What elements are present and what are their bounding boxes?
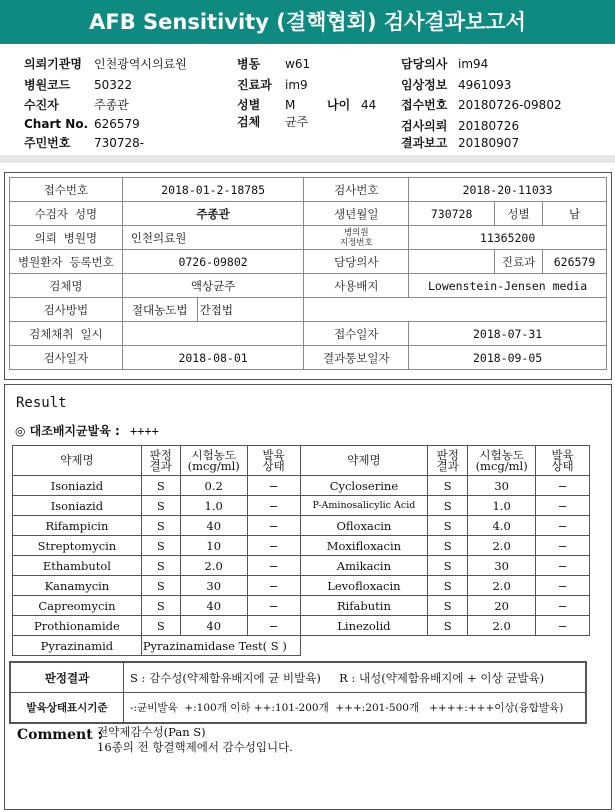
info-row [10, 298, 607, 322]
result-row [13, 516, 590, 536]
judge-legend-label: 판정결과 [11, 663, 124, 693]
report-title: AFB Sensitivity (결핵협회) 검사결과보고서 [0, 0, 615, 44]
pza-result-cell: Pyrazinamidase Test( S ) [141, 636, 300, 656]
right-drug-cell: Amikacin [300, 556, 428, 576]
right-drug-cell: Cycloserine [300, 476, 428, 496]
right-growth-cell: − [536, 576, 590, 596]
header-row-doctor: 담당의사 im94 [401, 57, 489, 71]
legend-row [11, 693, 586, 723]
test-no-label: 검사번호 [304, 178, 409, 202]
left-growth-cell: − [247, 556, 300, 576]
right-judge-cell: S [428, 516, 468, 536]
right-drug-cell: Rifabutin [300, 596, 428, 616]
method-empty [304, 298, 607, 322]
right-growth-cell: − [536, 596, 590, 616]
comment-text [97, 725, 293, 755]
right-judge-cell: S [428, 616, 468, 636]
right-judge-cell: S [428, 596, 468, 616]
left-conc-cell: 40 [180, 516, 247, 536]
left-conc-cell: 10 [180, 536, 247, 556]
notify-value: 2018-09-05 [409, 346, 607, 370]
info-panel [4, 172, 612, 380]
info-table [9, 177, 607, 370]
header-row-referrer: 의뢰기관명 인천광역시의료원 [24, 57, 187, 71]
legend-row [11, 663, 586, 693]
hospital-code-label: 병의원 지정번호 [304, 226, 409, 250]
left-drug-cell: Rifampicin [13, 516, 142, 536]
right-drug-cell: Moxifloxacin [300, 536, 428, 556]
right-drug-cell: P-Aminosalicylic Acid [300, 496, 428, 516]
header-row-hospital-code: 병원코드 50322 [24, 78, 133, 92]
right-judge-cell: S [428, 496, 468, 516]
header-row-clinical-info: 임상정보 4961093 [401, 78, 512, 92]
specimen-value: 액상균주 [122, 274, 304, 298]
collect-value [122, 322, 304, 346]
pza-drug-cell: Pyrazinamid [13, 636, 142, 656]
left-growth-cell: − [247, 596, 300, 616]
right-judge-cell: S [428, 556, 468, 576]
info-row [10, 274, 607, 298]
comment-label: Comment : [17, 727, 103, 743]
control-growth: ◎ 대조배지균발육 : ++++ [15, 424, 159, 438]
left-growth-cell: − [247, 616, 300, 636]
sex-value: 남 [543, 202, 607, 226]
right-judge-cell: S [428, 576, 468, 596]
left-growth-cell: − [247, 516, 300, 536]
right-growth-cell: − [536, 516, 590, 536]
doctor-value [409, 250, 495, 274]
method-value-1: 절대농도법 [122, 298, 197, 322]
method-value-2: 간접법 [197, 298, 304, 322]
result-row [13, 556, 590, 576]
specimen-label: 검체명 [10, 274, 123, 298]
header-row-patient: 수진자 주종관 [24, 98, 129, 112]
comment-line: 전약제감수성(Pan S) [97, 725, 206, 739]
judge-legend-text: S : 감수성(약제함유배지에 균 비발육) R : 내성(약제함유배지에 + 이상 균발육) [124, 663, 586, 693]
header-row-rrn: 주민번호 730728- [24, 136, 145, 150]
right-judge-cell: S [428, 536, 468, 556]
result-row [13, 496, 590, 516]
header-row-dept: 진료과 im9 [237, 78, 308, 92]
right-growth-cell: − [536, 536, 590, 556]
right-conc-cell: 2.0 [468, 576, 536, 596]
medium-value: Lowenstein-Jensen media [409, 274, 607, 298]
col-drug: 약제명 [300, 446, 428, 476]
left-judge-cell: S [141, 556, 180, 576]
left-judge-cell: S [141, 536, 180, 556]
info-row [10, 202, 607, 226]
dob-label: 생년월일 [304, 202, 409, 226]
left-drug-cell: Kanamycin [13, 576, 142, 596]
receipt-no-label: 접수번호 [10, 178, 123, 202]
hospital-value: 인천의료원 [122, 226, 304, 250]
left-drug-cell: Prothionamide [13, 616, 142, 636]
left-drug-cell: Isoniazid [13, 496, 142, 516]
legend-table [10, 662, 586, 723]
collect-label: 검체채취 일시 [10, 322, 123, 346]
header-row-ward: 병동 w61 [237, 57, 311, 71]
left-conc-cell: 0.2 [180, 476, 247, 496]
doctor-label: 담당의사 [304, 250, 409, 274]
hospital-label: 의뢰 병원명 [10, 226, 123, 250]
result-header-row [13, 446, 590, 476]
right-conc-cell: 2.0 [468, 616, 536, 636]
left-judge-cell: S [141, 576, 180, 596]
result-heading: Result [16, 395, 67, 411]
left-growth-cell: − [247, 536, 300, 556]
section-divider [0, 155, 615, 163]
result-row [13, 476, 590, 496]
right-drug-cell: Ofloxacin [300, 516, 428, 536]
left-conc-cell: 30 [180, 576, 247, 596]
info-row [10, 346, 607, 370]
right-conc-cell: 2.0 [468, 536, 536, 556]
result-row [13, 616, 590, 636]
dept-value: 626579 [543, 250, 607, 274]
header-row-request-date: 검사의뢰 20180726 [401, 119, 520, 133]
header-row-specimen: 검체 균주 [237, 115, 309, 129]
pyrazinamid-row [13, 636, 590, 656]
col-conc: 시험농도 (mcg/ml) [180, 446, 247, 476]
col-judge: 판정 결과 [141, 446, 180, 476]
left-judge-cell: S [141, 616, 180, 636]
header-row-sex: 성별 M 나이 44 [237, 98, 377, 112]
left-drug-cell: Streptomycin [13, 536, 142, 556]
right-conc-cell: 1.0 [468, 496, 536, 516]
right-growth-cell: − [536, 616, 590, 636]
col-judge: 판정 결과 [428, 446, 468, 476]
left-judge-cell: S [141, 496, 180, 516]
right-conc-cell: 30 [468, 476, 536, 496]
right-growth-cell: − [536, 556, 590, 576]
info-row [10, 322, 607, 346]
growth-legend-text: -:균비발육 +:100개 이하 ++:101-200개 +++:201-500개 ++++:+++이상(융합발육) [124, 693, 586, 723]
method-label: 검사방법 [10, 298, 123, 322]
right-drug-cell: Linezolid [300, 616, 428, 636]
result-row [13, 576, 590, 596]
received-value: 2018-07-31 [409, 322, 607, 346]
right-growth-cell: − [536, 476, 590, 496]
right-growth-cell: − [536, 496, 590, 516]
left-growth-cell: − [247, 476, 300, 496]
col-growth: 발육 상태 [536, 446, 590, 476]
received-label: 접수일자 [304, 322, 409, 346]
right-conc-cell: 20 [468, 596, 536, 616]
notify-label: 결과통보일자 [304, 346, 409, 370]
col-drug: 약제명 [13, 446, 142, 476]
legend-box [9, 661, 587, 724]
dept-label: 진료과 [495, 250, 543, 274]
left-judge-cell: S [141, 476, 180, 496]
growth-legend-label: 발육상태표시기준 [11, 693, 124, 723]
right-drug-cell: Levofloxacin [300, 576, 428, 596]
left-drug-cell: Ethambutol [13, 556, 142, 576]
result-table [12, 445, 590, 656]
right-conc-cell: 4.0 [468, 516, 536, 536]
left-judge-cell: S [141, 516, 180, 536]
reg-no-label: 병원환자 등록번호 [10, 250, 123, 274]
left-judge-cell: S [141, 596, 180, 616]
hospital-code-value: 11365200 [409, 226, 607, 250]
dob-value: 730728 [409, 202, 495, 226]
header-row-chart-no: Chart No. 626579 [24, 117, 140, 131]
left-conc-cell: 40 [180, 596, 247, 616]
left-conc-cell: 1.0 [180, 496, 247, 516]
left-growth-cell: − [247, 496, 300, 516]
result-row [13, 536, 590, 556]
left-growth-cell: − [247, 576, 300, 596]
tested-value: 2018-08-01 [122, 346, 304, 370]
left-conc-cell: 2.0 [180, 556, 247, 576]
receipt-no-value: 2018-01-2-18785 [122, 178, 304, 202]
comment-line: 16종의 전 항결핵제에서 감수성입니다. [97, 740, 293, 754]
header-row-report-date: 결과보고 20180907 [401, 136, 520, 150]
result-body [13, 476, 590, 656]
left-conc-cell: 40 [180, 616, 247, 636]
result-panel [4, 384, 612, 810]
header-row-receipt-no: 접수번호 20180726-09802 [401, 98, 562, 112]
info-row [10, 226, 607, 250]
patient-value: 주종관 [122, 202, 304, 226]
left-drug-cell: Isoniazid [13, 476, 142, 496]
right-judge-cell: S [428, 476, 468, 496]
reg-no-value: 0726-09802 [122, 250, 304, 274]
left-drug-cell: Capreomycin [13, 596, 142, 616]
result-row [13, 596, 590, 616]
col-conc: 시험농도 (mcg/ml) [468, 446, 536, 476]
info-row [10, 250, 607, 274]
col-growth: 발육 상태 [247, 446, 300, 476]
info-row [10, 178, 607, 202]
test-no-value: 2018-20-11033 [409, 178, 607, 202]
right-conc-cell: 30 [468, 556, 536, 576]
tested-label: 검사일자 [10, 346, 123, 370]
sex-label: 성별 [495, 202, 543, 226]
patient-label: 수검자 성명 [10, 202, 123, 226]
medium-label: 사용배지 [304, 274, 409, 298]
